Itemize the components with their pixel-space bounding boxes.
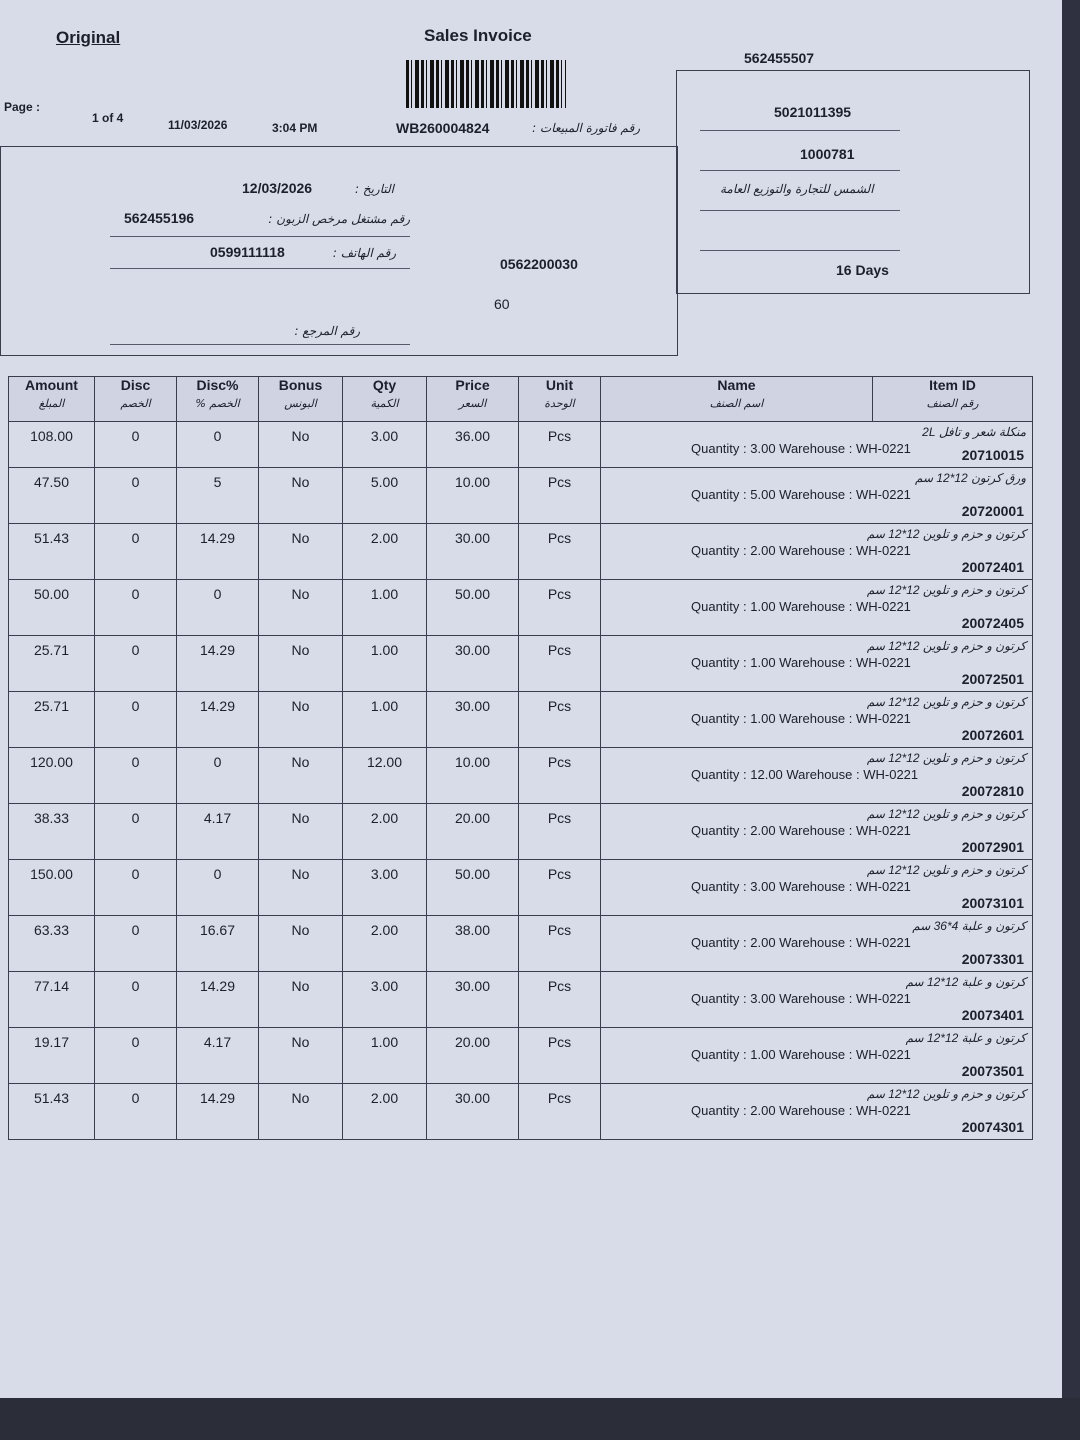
item-id: 20072405 <box>961 615 1024 631</box>
table-row <box>9 972 1033 1028</box>
cell-item-description <box>601 804 1033 860</box>
cell-price: 50.00 <box>427 860 519 916</box>
column-header <box>9 377 95 422</box>
patient-number-label: رقم مشتغل مرخص الزبون : <box>268 212 410 226</box>
invoice-number: WB260004824 <box>396 120 490 136</box>
item-quantity-warehouse: Quantity : 1.00 Warehouse : WH-0221 <box>691 655 911 670</box>
print-date: 11/03/2026 <box>168 118 228 132</box>
cell-unit: Pcs <box>519 1028 601 1084</box>
cell-unit: Pcs <box>519 636 601 692</box>
cell-unit: Pcs <box>519 972 601 1028</box>
cell-bonus: No <box>259 1084 343 1140</box>
item-quantity-warehouse: Quantity : 2.00 Warehouse : WH-0221 <box>691 823 911 838</box>
column-header <box>95 377 177 422</box>
column-header <box>259 377 343 422</box>
table-row <box>9 580 1033 636</box>
cell-disc: 0 <box>95 1028 177 1084</box>
item-quantity-warehouse: Quantity : 5.00 Warehouse : WH-0221 <box>691 487 911 502</box>
cell-item-description <box>601 1028 1033 1084</box>
cell-disc: 0 <box>95 972 177 1028</box>
column-header-ar: الخصم <box>120 397 151 410</box>
item-name: كرتون و علبة 12*12 سم <box>905 975 1026 989</box>
cell-bonus: No <box>259 524 343 580</box>
phone-number: 0599111118 <box>210 244 285 260</box>
cell-amount: 38.33 <box>9 804 95 860</box>
cell-amount: 51.43 <box>9 524 95 580</box>
cell-disc: 0 <box>95 636 177 692</box>
payment-term: 16 Days <box>836 262 889 278</box>
cell-disc: 0 <box>95 580 177 636</box>
cell-item-description <box>601 636 1033 692</box>
invoice-number-label: رقم فاتورة المبيعات : <box>532 121 640 135</box>
cell-bonus: No <box>259 748 343 804</box>
cell-disc-pct: 14.29 <box>177 692 259 748</box>
cell-qty: 1.00 <box>343 692 427 748</box>
item-name: كرتون و حزم و تلوين 12*12 سم <box>866 1087 1026 1101</box>
cell-price: 30.00 <box>427 524 519 580</box>
cell-bonus: No <box>259 1028 343 1084</box>
cell-unit: Pcs <box>519 524 601 580</box>
cell-item-description <box>601 692 1033 748</box>
phone-label: رقم الهاتف : <box>332 246 396 260</box>
cell-disc-pct: 4.17 <box>177 1028 259 1084</box>
column-header-ar: اسم الصنف <box>709 397 764 410</box>
table-row <box>9 468 1033 524</box>
cell-disc-pct: 0 <box>177 422 259 468</box>
cell-disc-pct: 0 <box>177 860 259 916</box>
item-id: 20073401 <box>961 1007 1024 1023</box>
item-quantity-warehouse: Quantity : 3.00 Warehouse : WH-0221 <box>691 879 911 894</box>
barcode-image <box>406 60 566 108</box>
cell-disc-pct: 5 <box>177 468 259 524</box>
page-label: Page : <box>4 100 41 114</box>
items-table <box>8 376 1033 1140</box>
cell-qty: 2.00 <box>343 916 427 972</box>
item-name: كرتون و علبة 4*36 سم <box>912 919 1026 933</box>
cell-price: 30.00 <box>427 1084 519 1140</box>
table-header-row <box>9 377 1033 422</box>
cell-amount: 25.71 <box>9 692 95 748</box>
cell-qty: 2.00 <box>343 804 427 860</box>
cell-unit: Pcs <box>519 468 601 524</box>
cell-price: 30.00 <box>427 636 519 692</box>
item-quantity-warehouse: Quantity : 1.00 Warehouse : WH-0221 <box>691 711 911 726</box>
column-header-en: Price <box>455 377 490 393</box>
cell-bonus: No <box>259 636 343 692</box>
item-name: كرتون و حزم و تلوين 12*12 سم <box>866 863 1026 877</box>
invoice-date-label: التاريخ : <box>354 182 394 196</box>
item-id: 20072601 <box>961 727 1024 743</box>
item-name: كرتون و حزم و تلوين 12*12 سم <box>866 695 1026 709</box>
column-header-en: Unit <box>545 377 574 393</box>
cell-unit: Pcs <box>519 748 601 804</box>
table-row <box>9 860 1033 916</box>
column-header <box>873 377 1033 422</box>
item-name: كرتون و علبة 12*12 سم <box>905 1031 1026 1045</box>
page-number: 1 of 4 <box>92 111 124 125</box>
item-id: 20072901 <box>961 839 1024 855</box>
cell-disc: 0 <box>95 524 177 580</box>
cell-item-description <box>601 748 1033 804</box>
item-id: 20720001 <box>961 503 1024 519</box>
cell-unit: Pcs <box>519 860 601 916</box>
item-id: 20072810 <box>961 783 1024 799</box>
table-row <box>9 916 1033 972</box>
cell-bonus: No <box>259 804 343 860</box>
cell-qty: 5.00 <box>343 468 427 524</box>
table-row <box>9 636 1033 692</box>
column-header-ar: رقم الصنف <box>926 397 979 410</box>
cell-price: 20.00 <box>427 1028 519 1084</box>
table-row <box>9 524 1033 580</box>
item-name: كرتون و حزم و تلوين 12*12 سم <box>866 583 1026 597</box>
customer-number: 1000781 <box>800 146 855 162</box>
column-header-en: Qty <box>372 377 397 393</box>
item-id: 20073101 <box>961 895 1024 911</box>
cell-item-description <box>601 860 1033 916</box>
column-header-en: Item ID <box>929 377 976 393</box>
column-header <box>519 377 601 422</box>
item-quantity-warehouse: Quantity : 3.00 Warehouse : WH-0221 <box>691 441 911 456</box>
item-quantity-warehouse: Quantity : 2.00 Warehouse : WH-0221 <box>691 935 911 950</box>
cell-unit: Pcs <box>519 804 601 860</box>
patient-number: 562455196 <box>124 210 195 226</box>
cell-disc: 0 <box>95 860 177 916</box>
cell-qty: 1.00 <box>343 580 427 636</box>
cell-item-description <box>601 580 1033 636</box>
cell-qty: 3.00 <box>343 422 427 468</box>
item-quantity-warehouse: Quantity : 1.00 Warehouse : WH-0221 <box>691 599 911 614</box>
cell-amount: 19.17 <box>9 1028 95 1084</box>
item-name: ورق كرتون 12*12 سم <box>914 471 1026 485</box>
cell-bonus: No <box>259 860 343 916</box>
cell-price: 50.00 <box>427 580 519 636</box>
item-name: كرتون و حزم و تلوين 12*12 سم <box>866 807 1026 821</box>
column-header <box>427 377 519 422</box>
cell-qty: 2.00 <box>343 1084 427 1140</box>
cell-disc: 0 <box>95 468 177 524</box>
cell-bonus: No <box>259 972 343 1028</box>
item-name: كرتون و حزم و تلوين 12*12 سم <box>866 639 1026 653</box>
cell-unit: Pcs <box>519 422 601 468</box>
location-code: 60 <box>494 296 510 312</box>
column-header-en: Disc <box>120 377 151 393</box>
cell-item-description <box>601 972 1033 1028</box>
cell-price: 10.00 <box>427 468 519 524</box>
cell-disc-pct: 16.67 <box>177 916 259 972</box>
licensed-number: 562455507 <box>744 50 815 66</box>
cell-item-description <box>601 468 1033 524</box>
cell-amount: 108.00 <box>9 422 95 468</box>
item-name: كرتون و حزم و تلوين 12*12 سم <box>866 527 1026 541</box>
cell-qty: 12.00 <box>343 748 427 804</box>
cell-disc: 0 <box>95 1084 177 1140</box>
mobile-number: 0562200030 <box>500 256 578 272</box>
column-header <box>177 377 259 422</box>
column-header-en: Amount <box>25 377 78 393</box>
cell-unit: Pcs <box>519 1084 601 1140</box>
table-row <box>9 1084 1033 1140</box>
cell-amount: 47.50 <box>9 468 95 524</box>
reference-label: رقم المرجع : <box>294 324 360 338</box>
cell-amount: 51.43 <box>9 1084 95 1140</box>
cell-bonus: No <box>259 580 343 636</box>
cell-amount: 120.00 <box>9 748 95 804</box>
cell-qty: 3.00 <box>343 972 427 1028</box>
cell-disc-pct: 4.17 <box>177 804 259 860</box>
print-time: 3:04 PM <box>272 121 318 135</box>
cell-item-description <box>601 524 1033 580</box>
cell-price: 10.00 <box>427 748 519 804</box>
cell-disc-pct: 14.29 <box>177 524 259 580</box>
document-title: Sales Invoice <box>424 26 532 45</box>
item-id: 20072401 <box>961 559 1024 575</box>
item-name: كرتون و حزم و تلوين 12*12 سم <box>866 751 1026 765</box>
cell-disc-pct: 14.29 <box>177 636 259 692</box>
column-header-ar: السعر <box>458 397 487 410</box>
table-row <box>9 692 1033 748</box>
item-quantity-warehouse: Quantity : 2.00 Warehouse : WH-0221 <box>691 543 911 558</box>
column-header-ar: الوحدة <box>544 397 575 410</box>
cell-unit: Pcs <box>519 916 601 972</box>
cell-disc-pct: 14.29 <box>177 1084 259 1140</box>
cell-disc: 0 <box>95 916 177 972</box>
item-id: 20710015 <box>961 447 1024 463</box>
column-header-ar: المبلغ <box>38 397 65 410</box>
cell-amount: 63.33 <box>9 916 95 972</box>
cell-amount: 25.71 <box>9 636 95 692</box>
cell-price: 30.00 <box>427 972 519 1028</box>
cell-bonus: No <box>259 916 343 972</box>
column-header <box>601 377 873 422</box>
cell-unit: Pcs <box>519 692 601 748</box>
cell-price: 36.00 <box>427 422 519 468</box>
cell-disc-pct: 0 <box>177 748 259 804</box>
item-quantity-warehouse: Quantity : 1.00 Warehouse : WH-0221 <box>691 1047 911 1062</box>
table-row <box>9 748 1033 804</box>
cell-bonus: No <box>259 692 343 748</box>
cell-qty: 1.00 <box>343 636 427 692</box>
column-header <box>343 377 427 422</box>
cell-amount: 150.00 <box>9 860 95 916</box>
column-header-ar: % الخصم <box>195 397 240 410</box>
cell-disc: 0 <box>95 692 177 748</box>
cell-item-description <box>601 422 1033 468</box>
column-header-ar: البونس <box>284 397 317 410</box>
cell-price: 30.00 <box>427 692 519 748</box>
cell-qty: 3.00 <box>343 860 427 916</box>
cell-unit: Pcs <box>519 580 601 636</box>
cell-qty: 1.00 <box>343 1028 427 1084</box>
cell-disc: 0 <box>95 422 177 468</box>
copy-label: Original <box>56 28 121 47</box>
table-row <box>9 804 1033 860</box>
column-header-en: Name <box>717 377 756 393</box>
invoice-date: 12/03/2026 <box>242 180 313 196</box>
item-id: 20074301 <box>961 1119 1024 1135</box>
cell-bonus: No <box>259 422 343 468</box>
invoice-serial: 5021011395 <box>774 104 852 120</box>
cell-qty: 2.00 <box>343 524 427 580</box>
column-header-en: Bonus <box>278 377 323 393</box>
item-quantity-warehouse: Quantity : 3.00 Warehouse : WH-0221 <box>691 991 911 1006</box>
cell-item-description <box>601 916 1033 972</box>
column-header-ar: الكمية <box>370 397 399 410</box>
background-surface <box>0 1398 1080 1440</box>
cell-amount: 50.00 <box>9 580 95 636</box>
cell-price: 38.00 <box>427 916 519 972</box>
item-quantity-warehouse: Quantity : 2.00 Warehouse : WH-0221 <box>691 1103 911 1118</box>
item-quantity-warehouse: Quantity : 12.00 Warehouse : WH-0221 <box>691 767 919 782</box>
cell-bonus: No <box>259 468 343 524</box>
customer-name: الشمس للتجارة والتوزيع العامة <box>720 182 874 196</box>
table-row <box>9 422 1033 468</box>
item-name: منكلة شعر و تافل 2L <box>922 425 1026 439</box>
cell-disc: 0 <box>95 804 177 860</box>
item-id: 20073501 <box>961 1063 1024 1079</box>
cell-disc: 0 <box>95 748 177 804</box>
cell-disc-pct: 14.29 <box>177 972 259 1028</box>
item-id: 20073301 <box>961 951 1024 967</box>
cell-item-description <box>601 1084 1033 1140</box>
column-header-en: Disc% <box>196 377 239 393</box>
item-id: 20072501 <box>961 671 1024 687</box>
cell-disc-pct: 0 <box>177 580 259 636</box>
cell-amount: 77.14 <box>9 972 95 1028</box>
table-row <box>9 1028 1033 1084</box>
cell-price: 20.00 <box>427 804 519 860</box>
